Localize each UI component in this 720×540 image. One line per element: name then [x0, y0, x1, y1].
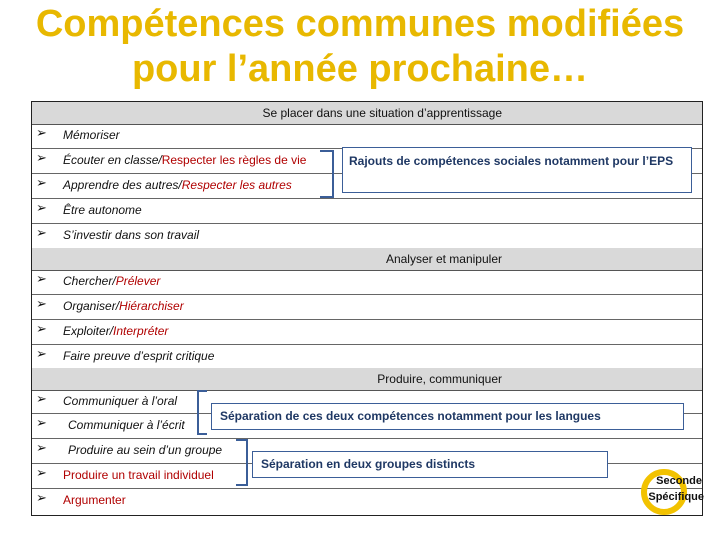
- section-header-produire: Produire, communiquer: [32, 368, 702, 391]
- bullet-arrow-icon: ➢: [36, 272, 47, 287]
- competence-label: Faire preuve d’esprit critique: [63, 349, 215, 363]
- bullet-arrow-icon: ➢: [36, 347, 47, 362]
- competence-label: Communiquer à l’oral: [63, 394, 178, 408]
- bullet-arrow-icon: ➢: [36, 466, 47, 481]
- competence-row: [32, 224, 702, 249]
- competence-label: Produire un travail individuel: [63, 468, 214, 482]
- right-brace-icon: [236, 439, 248, 486]
- competence-row: [32, 270, 702, 295]
- competence-row: [32, 199, 702, 224]
- bullet-arrow-icon: ➢: [36, 126, 47, 141]
- competence-row: [32, 345, 702, 370]
- bullet-arrow-icon: ➢: [36, 441, 47, 456]
- title-line-2: pour l’année prochaine…: [131, 48, 589, 90]
- bullet-arrow-icon: ➢: [36, 322, 47, 337]
- competence-label: Communiquer à l’écrit: [68, 418, 185, 432]
- competence-label: Produire au sein d’un groupe: [68, 443, 223, 457]
- competence-row: [32, 320, 702, 345]
- bullet-arrow-icon: ➢: [36, 201, 47, 216]
- section-header-apprentissage: Se placer dans une situation d’apprentissage: [32, 102, 702, 125]
- page-title: [0, 2, 720, 92]
- bullet-arrow-icon: ➢: [36, 491, 47, 506]
- bullet-arrow-icon: ➢: [36, 297, 47, 312]
- bullet-arrow-icon: ➢: [36, 392, 47, 407]
- competence-row: [32, 489, 702, 513]
- competence-label: Chercher/Prélever: [63, 274, 161, 288]
- right-brace-icon: [320, 150, 334, 198]
- logo-line-2: Spécifique: [648, 491, 704, 503]
- competence-label: Apprendre des autres/Respecter les autres: [63, 178, 292, 192]
- logo-line-1: Seconde: [656, 475, 702, 487]
- title-line-1: Compétences communes modifiées: [35, 3, 685, 45]
- competence-row: [32, 295, 702, 320]
- bullet-arrow-icon: ➢: [36, 416, 47, 431]
- competence-label: Écouter en classe/Respecter les règles de vie: [63, 153, 307, 167]
- left-brace-icon: [197, 390, 207, 435]
- callout-eps: Rajouts de compétences sociales notamment pour l’EPS: [342, 147, 692, 193]
- callout-groupes: Séparation en deux groupes distincts: [252, 451, 608, 478]
- bullet-arrow-icon: ➢: [36, 226, 47, 241]
- section-header-analyser: Analyser et manipuler: [32, 248, 702, 271]
- seconde-specifique-logo: [640, 462, 708, 522]
- competence-label: Exploiter/Interpréter: [63, 324, 169, 338]
- bullet-arrow-icon: ➢: [36, 176, 47, 191]
- callout-langues: Séparation de ces deux compétences notamment pour les langues: [211, 403, 684, 430]
- competence-label: S’investir dans son travail: [63, 228, 200, 242]
- competence-label: Être autonome: [63, 203, 142, 217]
- competence-row: [32, 124, 702, 149]
- competence-label: Argumenter: [63, 493, 126, 507]
- bullet-arrow-icon: ➢: [36, 151, 47, 166]
- competence-label: Organiser/Hiérarchiser: [63, 299, 184, 313]
- competence-label: Mémoriser: [63, 128, 120, 142]
